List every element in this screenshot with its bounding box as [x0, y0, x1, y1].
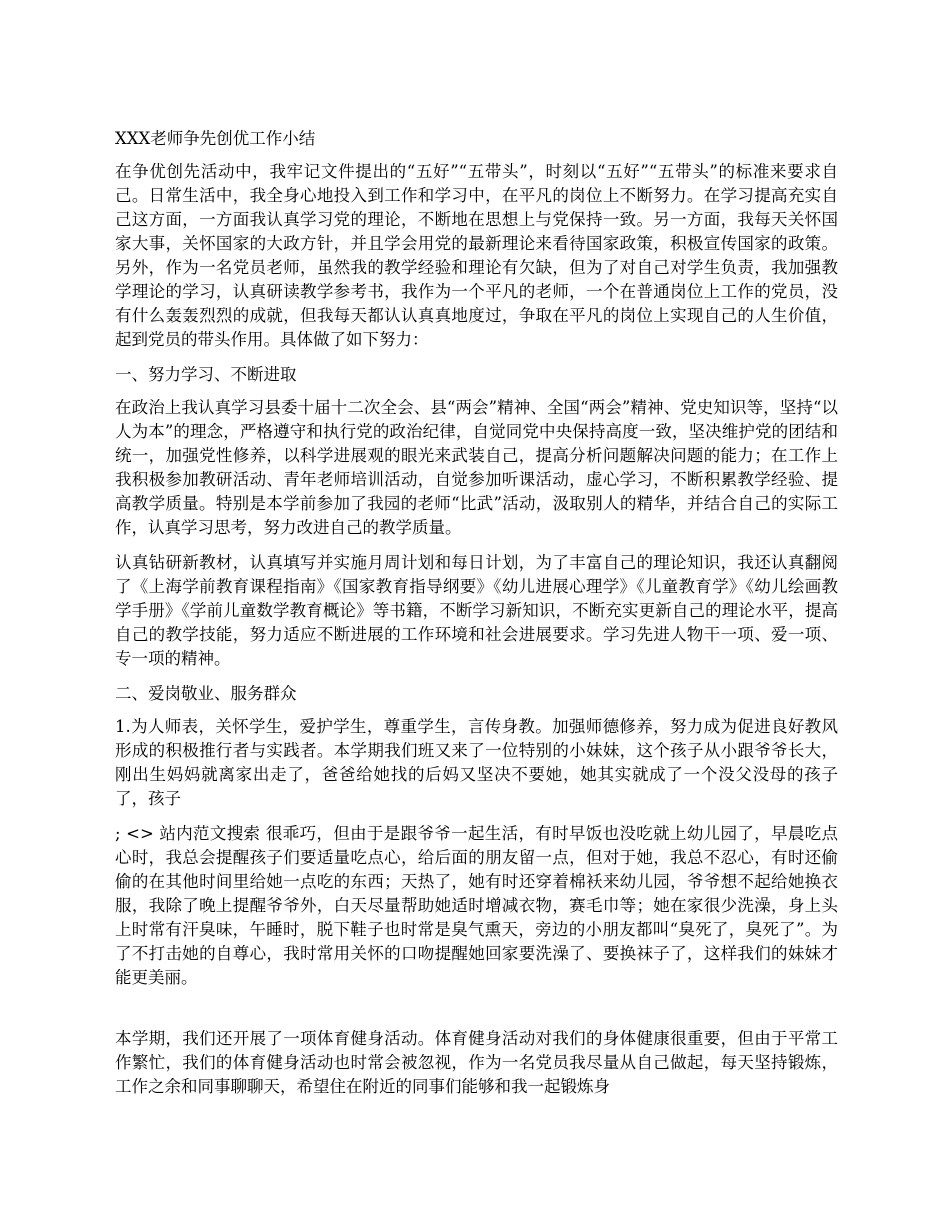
section-2-paragraph-2: ; <> 站内范文搜索 很乖巧，但由于是跟爷爷一起生活，有时早饭也没吃就上幼儿园了，早晨吃点心时，我总会提醒孩子们要适量吃点心，给后面的朋友留一点，但对于她，我总不忍心，有时还偷偷的在其他时间里给她一点吃的东西；天热了，她有时还穿着棉袄来幼儿园，爷爷想不起给她换衣服，我除了晚上提醒爷爷外，白天尽量帮助她适时增减衣物，赛毛巾等；她在家很少洗澡，身上头上时常有汗臭味，午睡时，脱下鞋子也时常是臭气熏天，旁边的小朋友都叫“臭死了，臭死了”。为了不打击她的自尊心，我时常用关怀的口吻提醒她回家要洗澡了、要换袜子了，这样我们的妹妹才能更美丽。	[115, 824, 838, 987]
section-2-heading: 二、爱岗敬业、服务群众	[115, 684, 297, 703]
section-1-heading: 一、努力学习、不断进取	[115, 365, 297, 384]
document-title: XXX老师争先创优工作小结	[115, 129, 316, 148]
section-2-paragraph-3: 本学期，我们还开展了一项体育健身活动。体育健身活动对我们的身体健康很重要，但由于平常工作繁忙，我们的体育健身活动也时常会被忽视，作为一名党员我尽量从自己做起，每天坚持锻炼，工作之余和同事聊聊天，希望住在附近的同事们能够和我一起锻炼身	[115, 1029, 838, 1096]
section-1-paragraph-2: 认真钻研新教材，认真填写并实施月周计划和每日计划，为了丰富自己的理论知识，我还认真翻阅了《上海学前教育课程指南》《国家教育指导纲要》《幼儿进展心理学》《儿童教育学》《幼儿绘画教学手册》《学前儿童数学教育概论》等书籍，不断学习新知识，不断充实更新自己的理论水平，提高自己的教学技能，努力适应不断进展的工作环境和社会进展要求。学习先进人物干一项、爱一项、专一项的精神。	[115, 553, 838, 668]
section-1-paragraph-1: 在政治上我认真学习县委十届十二次全会、县“两会”精神、全国“两会”精神、党史知识等，坚持“以人为本”的理念，严格遵守和执行党的政治纪律，自觉同党中央保持高度一致，坚决维护党的团结和统一，加强党性修养，以科学进展观的眼光来武装自己，提高分析问题解决问题的能力；在工作上我积极参加教研活动、青年老师培训活动，自觉参加听课活动，虚心学习，不断积累教学经验、提高教学质量。特别是本学前参加了我园的老师“比武”活动，汲取别人的精华，并结合自己的实际工作，认真学习思考，努力改进自己的教学质量。	[115, 398, 838, 537]
document-page	[115, 127, 838, 1110]
intro-paragraph: 在争优创先活动中，我牢记文件提出的“五好”“五带头”，时刻以“五好”“五带头”的标准来要求自己。日常生活中，我全身心地投入到工作和学习中，在平凡的岗位上不断努力。在学习提高充实自己这方面，一方面我认真学习党的理论，不断地在思想上与党保持一致。另一方面，我每天关怀国家大事，关怀国家的大政方针，并且学会用党的最新理论来看待国家政策，积极宣传国家的政策。另外，作为一名党员老师，虽然我的教学经验和理论有欠缺，但为了对自己对学生负责，我加强教学理论的学习，认真研读教学参考书，我作为一个平凡的老师，一个在普通岗位上工作的党员，没有什么轰轰烈烈的成就，但我每天都认认真真地度过，争取在平凡的岗位上实现自己的人生价值，起到党员的带头作用。具体做了如下努力：	[115, 162, 838, 349]
section-2-paragraph-1: 1.为人师表，关怀学生，爱护学生，尊重学生，言传身教。加强师德修养，努力成为促进良好教风形成的积极推行者与实践者。本学期我们班又来了一位特别的小妹妹，这个孩子从小跟爷爷长大，刚出生妈妈就离家出走了，爸爸给她找的后妈又坚决不要她，她其实就成了一个没父没母的孩子了，孩子	[115, 717, 838, 808]
